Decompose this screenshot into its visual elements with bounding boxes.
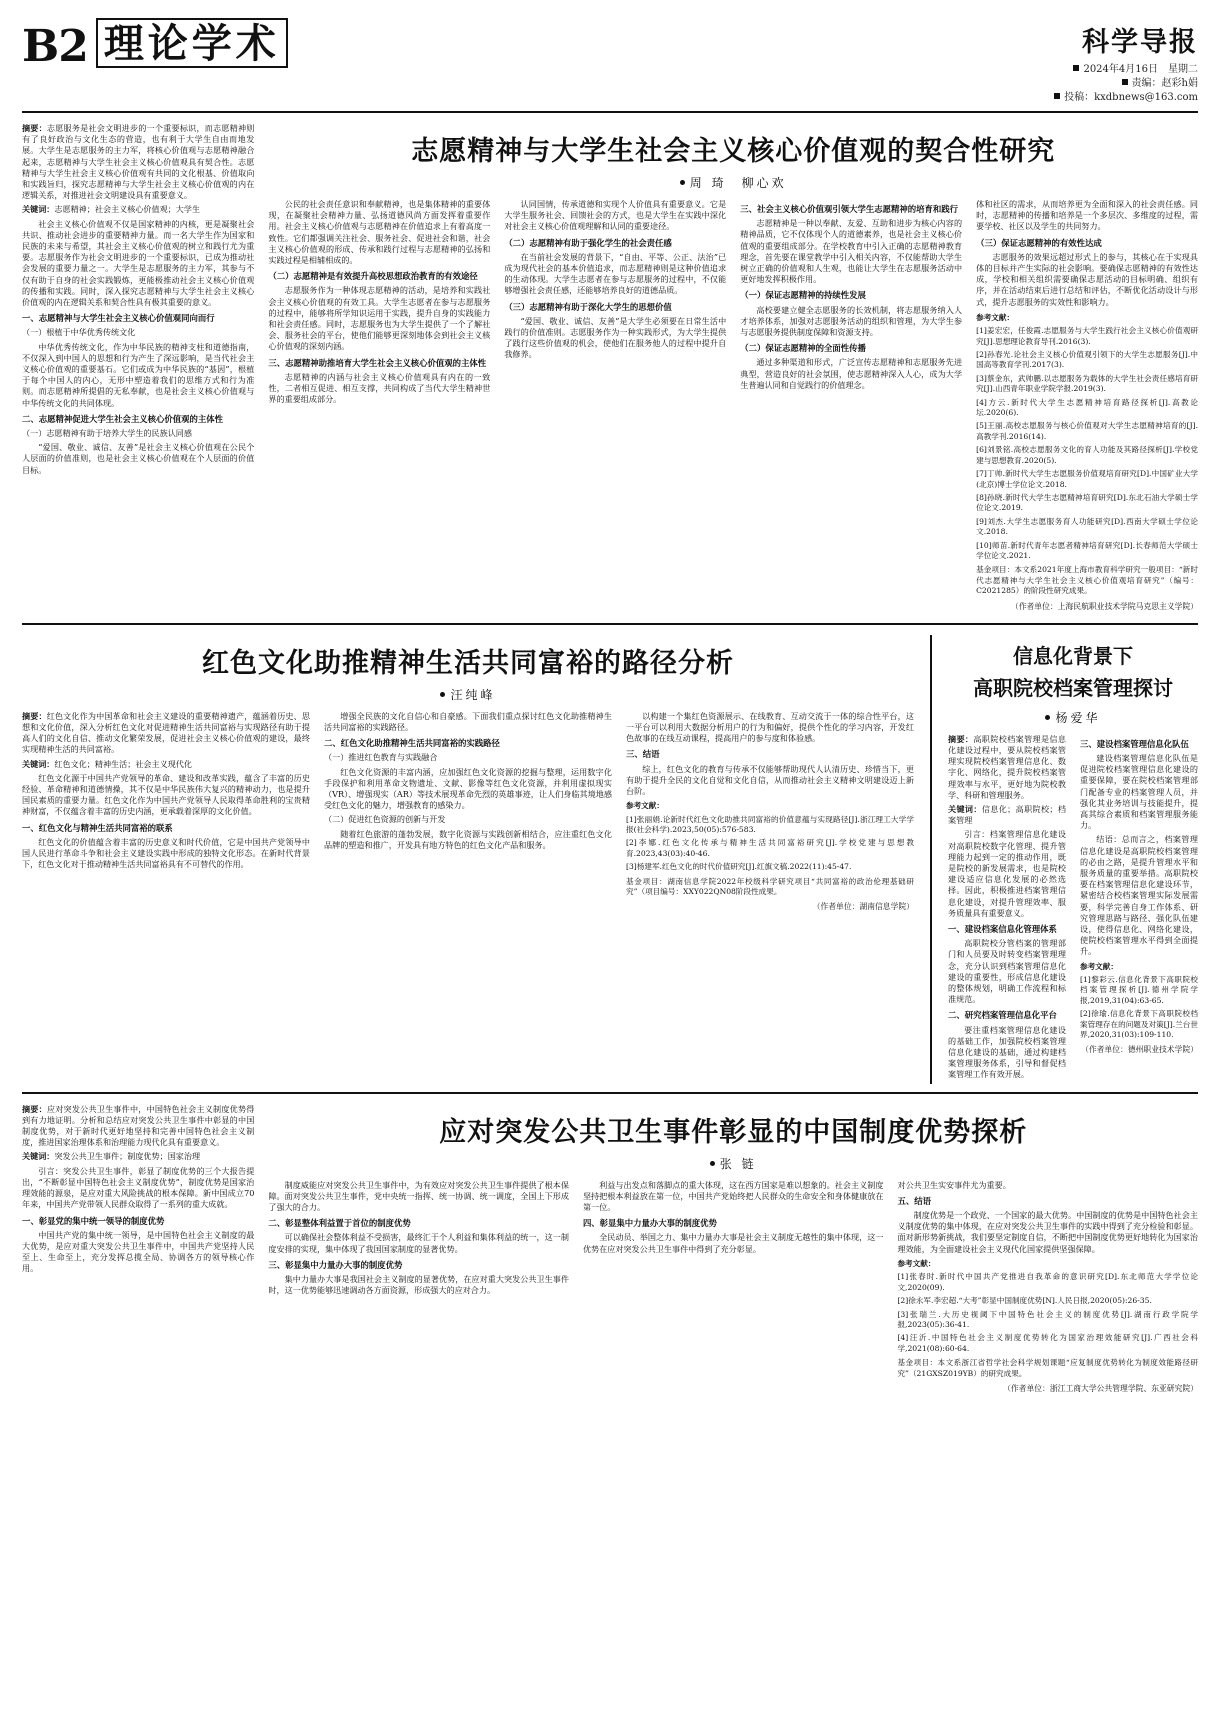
- article2-ref: [3]杨建军.红色文化的时代价值研究[J].红旗文稿.2022(11):45-47.: [626, 862, 852, 872]
- keywords-text: 志愿精神；社会主义核心价值观；大学生: [54, 204, 201, 215]
- article3-intro: 引言：档案管理信息化建设对高职院校数字化管理、提升管理能力起到一定的推动作用，既是院校的新发展需求，也是院校建设适应信息化发展的必然选择。因此，积极推进档案管理信息化建设，对提升管理效率、服务质量具有重要意义。: [948, 829, 1066, 918]
- article1-keywords: [22, 204, 254, 215]
- article4-c3-p2: 全民动员、举国之力、集中力量办大事是社会主义制度无越性的集中体现，这一优势在应对突发公共卫生事件中得到了充分彰显。: [582, 1232, 884, 1254]
- article1-ref: [2]孙春光.论社会主义核心价值观引领下的大学生志愿服务[J].中国高等教育学刊.2017(3).: [976, 350, 1199, 370]
- article1-p1: 社会主义核心价值观不仅是国家精神的内核，更是凝聚社会共识、推动社会进步的重要精神力量。而一名大学生作为国家和民族的未来与希望，其社会主义核心价值观的树立和践行尤为重要。志愿服务作为社会文明进步的一个重要标识，已成为推动社会发展的重要力量之一。大学生是志愿服务的主力军，其参与不仅有助于自身的社会实践锻炼，更能极推动社会主义核心价值观的传播和实践。同时，深入探究志愿精神与大学生社会主义核心价值观的内在逻辑关系和契合性具有极其重要的意义。: [22, 218, 255, 308]
- article4-c2-p3: 集中力量办大事是我国社会主义制度的显著优势，在应对重大突发公共卫生事件时，这一优势能够迅速调动各方面资源，形成强大的应对合力。: [268, 1274, 569, 1296]
- byline-dot-icon: [680, 180, 685, 185]
- article1-c2-h2: 三、志愿精神助推培育大学生社会主义核心价值观的主体性: [268, 357, 487, 368]
- article4-c4-lead: 对公共卫生实安事件尤为重要。: [897, 1179, 1011, 1190]
- article1-h1a: （一）根植于中华优秀传统文化: [22, 327, 136, 338]
- article2-ref: [1]张丽娟.论新时代红色文化助推共同富裕的价值意蕴与实现路径[J].浙江理工大学学报(社会科学).2023,50(05):576-583.: [626, 814, 914, 835]
- masthead-meta: [1054, 63, 1198, 105]
- masthead-right: [1054, 18, 1198, 105]
- column-divider: [930, 635, 932, 1084]
- article2-column-2: [324, 711, 612, 916]
- article4-abstract: 摘要：应对突发公共卫生事件中，中国特色社会主义制度优势得到有力地证明。分析和总结应对突发公共卫生事件中彰显的中国制度优势，对于新时代更好地坚持和完善中国特色社会主义制度，推进国家治理体系和治理能力现代化具有重要意义。: [22, 1103, 255, 1148]
- article1-c3-p2: 在当前社会发展的背景下，“自由、平等、公正、法治”已成为现代社会的基本价值追求，而志愿精神则是这种价值追求的生动体现。大学生志愿者在参与志愿服务的过程中，不仅能够增强社会责任感，还能够培养良好的道德品质。: [504, 251, 727, 296]
- article4-c2-h2: 三、彰显集中力量办大事的制度优势: [268, 1259, 403, 1270]
- article1-unit: （作者单位：上海民航职业技术学院马克思主义学院）: [1010, 601, 1199, 611]
- article2-c2-p2: 红色文化资源的丰富内涵，应加强红色文化资源的挖掘与整理，运用数字化手段保护和利用革命文物遗址、文献、影像等红色文化资源，并利用虚拟现实（VR）、增强现实（AR）等技术展现革命先烈的英雄事迹，让人们身临其境地感受红色文化的魅力，增强教育的感染力。: [324, 766, 612, 811]
- article3-column-1: [948, 734, 1066, 1084]
- article1-ref: [4]方云.新时代大学生志愿精神培育路径探析[J].高教论坛.2020(6).: [976, 397, 1199, 418]
- bullet-square-icon: [1122, 79, 1128, 85]
- article3-p1: 高职院校分管档案的管理部门和人员要及时转变档案管理理念，充分认识到档案管理信息化建设的重要性，形成信息化建设的整体规划，明确工作流程和标准规范。: [948, 938, 1066, 1005]
- submission-line: 投稿：kxdbnews@163.com: [1064, 92, 1198, 103]
- section-title-box: [96, 18, 288, 68]
- article4-column-4: [897, 1180, 1198, 1397]
- article1-byline: 周 琦 柳心欢: [268, 174, 1198, 191]
- article1-ref: [9]刘杰.大学生志愿服务育人功能研究[D].西南大学硕士学位论文.2018.: [976, 516, 1199, 537]
- article2-byline: 汪纯峰: [22, 686, 914, 703]
- article3-refs-title: 参考文献：: [1080, 961, 1118, 971]
- article2-c3-p1: 以构建一个集红色资源展示、在线教育、互动交流于一体的综合性平台，这一平台可以利用大数据分析用户的行为和偏好，提供个性化的学习内容，开发红色故事的在线互动课程，提高用户的参与度和体验感。: [626, 710, 914, 744]
- article4-main: [268, 1104, 1198, 1397]
- article1-ref: [10]师苗.新时代青年志愿者精神培育研究[D].长春师范大学硕士学位论文.2021.: [976, 540, 1199, 560]
- article1-c3-p3: “爱国、敬业、诚信、友善”是大学生必须要在日常生活中践行的价值准则。志愿服务作为一种实践形式，为大学生提供了践行这些价值观的机会，使他们在服务他人的过程中提升自我修养。: [504, 315, 727, 360]
- article1-c5-h1: （三）保证志愿精神的有效性达成: [976, 237, 1102, 248]
- article3-h2: 二、研究档案管理信息化平台: [948, 1010, 1057, 1021]
- article4-c2-p2: 可以确保社会整体利益不受损害，最终汇于个人利益和集体利益的统一，这一制度安排的实现，集中体现了我国国家制度的显著优势。: [268, 1232, 569, 1254]
- article2-c2-p1: 增强全民族的文化自信心和自豪感。下面我们重点探讨红色文化助推精神生活共同富裕的实践路径。: [324, 710, 612, 732]
- issue-date: 2024年4月16日 星期二: [1083, 64, 1198, 75]
- article-volunteer-spirit: [22, 113, 1198, 625]
- article2-unit: （作者单位：湖南信息学院）: [812, 902, 914, 912]
- article3-p3: 建设档案管理信息化队伍是促进院校档案管理信息化建设的重要保障，要在院校档案管理部门配备专业的档案管理人员，并强化其业务培训与技能提升，提高其综合素质和档案管理服务能力。: [1080, 752, 1198, 831]
- article1-p3: “爱国、敬业、诚信、友善”是社会主义核心价值观在公民个人层面的价值准则，也是社会主义核心价值观在个人层面的价值目标。: [22, 442, 255, 475]
- article4-keywords: 关键词：突发公共卫生事件；制度优势；国家治理: [22, 1151, 201, 1162]
- article4-refs-title: 参考文献：: [897, 1258, 936, 1268]
- article4-column-2: [268, 1180, 569, 1397]
- article4-byline: 张 链: [268, 1155, 1198, 1172]
- article2-c1-p2: 红色文化的价值蕴含着丰富的历史意义和时代价值，它是中国共产党领导中国人民进行革命斗争和社会主义建设实践中形成的独特文化形态。在新时代背景下，红色文化对于推动精神生活共同富裕具有不可替代的作用。: [22, 836, 310, 870]
- article2-column-3: [626, 711, 914, 916]
- article1-c2-h1: （二）志愿精神是有效提升高校思想政治教育的有效途径: [268, 271, 478, 282]
- article1-c5-lead: 体和社区的需求，从而培养更为全面和深入的社会责任感。同时，志愿精神的传播和培养是一个多层次、多维度的过程，需要学校、社区以及学生的共同努力。: [976, 199, 1199, 232]
- article1-c3-p1: 认同国情，传承道德和实现个人价值具有重要意义。它是大学生服务社会、回馈社会的方式，也是大学生在实践中深化对社会主义核心价值观理解和认同的重要途径。: [504, 199, 727, 232]
- article1-c4-p3: 通过多种渠道和形式，广泛宣传志愿精神和志愿服务先进典型，营造良好的社会氛围，使志愿精神深入人心，成为大学生普遍认同和自觉践行的价值理念。: [740, 357, 963, 390]
- editor-line: 责编：赵彩һ娟: [1131, 78, 1198, 89]
- article3-h1: 一、建设档案信息化管理体系: [948, 924, 1057, 935]
- article1-c4-h1: 三、社会主义核心价值观引领大学生志愿精神的培育和践行: [740, 204, 958, 214]
- article1-fund: 基金项目：本文系2021年度上海市教育科学研究一般项目：“新时代志愿精神与大学生社会主义核心价值观培育研究”（编号：C2021285）的阶段性研究成果。: [976, 565, 1199, 596]
- masthead-left: [22, 18, 288, 72]
- article1-column-2: [268, 199, 490, 615]
- article1-c5-p1: 志愿服务的效果远超过形式上的参与，其核心在于实现具体的目标并产生实际的社会影响。要确保志愿精神的有效性达成，学校和相关组织需要确保志愿活动的目标明确、组织有序，并在活动结束后进行总结和评估，不断优化活动设计与形式，提升志愿服务的实效性和影响力。: [976, 251, 1199, 307]
- article2-fund: 基金项目：湖南信息学院2022年校级科学研究项目“共同富裕的政治伦理基础研究”（项目编号：XXY022QN08阶段性成果。: [626, 876, 914, 897]
- newspaper-brand: 科学导报: [1082, 27, 1198, 58]
- article-archive-management: [948, 635, 1198, 1084]
- article2-ref: [2]李娜.红色文化传承与精神生活共同富裕研究[J].学校党建与思想教育.2023,43(03):40-46.: [626, 838, 914, 858]
- article3-ref: [1]黎彩云.信息化背景下高职院校档案管理探析[J].德州学院学报,2019,31(04):63-65.: [1080, 975, 1198, 1005]
- article4-unit: （作者单位：浙江工商大学公共管理学院、东亚研究院）: [1003, 1383, 1198, 1393]
- article1-p2: 中华优秀传统文化，作为中华民族的精神支柱和道德指南，不仅深入到中国人的思想和行为产生了深远影响，是当代社会主义核心价值观的重要基石。它们或成为中华民族的“基因”，根植于每个中国人的内心，无形中塑造着我们的思维方式和行为准则。而志愿精神所提倡的无私奉献，也是社会主义核心价值观与中华传统文化的共同体现。: [22, 341, 255, 408]
- article2-abstract: 摘要：红色文化作为中国革命和社会主义建设的重要精神遗产，蕴涵着历史、思想和文化价值，深入分析红色文化对促进精神生活共同富裕与实现路径有助于提高人们的文化自信、推动文化繁荣发展，促进社会主义核心价值观的建设，最终实现精神生活的共同富裕。: [22, 710, 310, 755]
- article1-column-4: [740, 199, 962, 615]
- article1-column-5: [976, 199, 1198, 615]
- article1-c4-h3: （二）保证志愿精神的全面性传播: [740, 343, 866, 354]
- article1-c4-h2: （一）保证志愿精神的持续性发展: [740, 290, 866, 301]
- article1-ref: [7]丁帅.新时代大学生志愿服务价值观培育研究[D].中国矿业大学(北京)博士学位论文.2018.: [976, 469, 1199, 489]
- article1-ref: [3]蔡金东，武帅鹏.以志愿服务为载体的大学生社会责任感培育研究[J].山西青年职业学院学报.2019(3).: [976, 373, 1199, 394]
- article2-c2-h1a: （一）推进红色教育与实践融合: [324, 752, 438, 763]
- article2-headline: 红色文化助推精神生活共同富裕的路径分析: [202, 647, 734, 679]
- article1-c4-p1: 志愿精神是一种以奉献、友爱、互助和进步为核心内容的精神品质，它不仅体现个人的道德素养，也是社会主义核心价值观的重要组成部分。在学校教育中引入正确的志愿精神教育理念，首先要在课堂教学中引入相关内容，不仅能帮助大学生树立正确的价值观和人生观，也能让大学生在志愿服务活动中更好地发挥积极作用。: [740, 218, 963, 285]
- article1-c4-p2: 高校要建立健全志愿服务的长效机制，将志愿服务纳入人才培养体系，加强对志愿服务活动的组织和管理，为大学生参与志愿服务提供制度保障和资源支持。: [740, 304, 963, 338]
- article3-h3: 三、建设档案管理信息化队伍: [1080, 738, 1189, 749]
- article1-ref: [5]王丽.高校志愿服务与核心价值观对大学生志愿精神培育的[J].高教学刊.2016(14).: [976, 421, 1199, 441]
- article2-c3-p2: 综上，红色文化的教育与传承不仅能够帮助现代人认清历史、珍惜当下，更有助于提升全民的文化自觉和文化自信，从而推动社会主义精神文明建设迈上新台阶。: [626, 763, 914, 796]
- article1-main: [268, 123, 1198, 615]
- article2-keywords: 关键词：红色文化；精神生活；社会主义现代化: [22, 758, 192, 769]
- article4-ref: [1]张春时.新时代中国共产党推进自我革命的意识研究[D].东北师范大学学位论文,2020(09).: [897, 1272, 1198, 1292]
- article1-h2a: （一）志愿精神有助于培养大学生的民族认同感: [22, 428, 192, 439]
- article3-headline-line1: 信息化背景下: [1013, 643, 1133, 668]
- article4-c3-p1: 利益与出发点和落脚点的重大体现，这在西方国家是难以想象的。社会主义制度坚持把根本利益放在第一位，中国共产党始终把人民群众的生命安全和身体健康放在第一位。: [582, 1179, 884, 1213]
- section-title: 理论学术: [103, 20, 280, 67]
- article2-c1-h1: 一、红色文化与精神生活共同富裕的联系: [22, 822, 173, 833]
- article1-abstract: [22, 123, 254, 201]
- article3-p2: 要注重档案管理信息化建设的基础工作，加强院校档案管理信息化建设的基础，通过构建档案管理服务体系，引导和督促档案管理工作有效开展。: [948, 1024, 1066, 1080]
- article1-h1: 一、志愿精神与大学生社会主义核心价值观同向而行: [22, 313, 215, 324]
- article4-fund: 基金项目：本文系浙江省哲学社会科学规划课题“应复制度优势转化为制度效能路径研究”（21GXSZ019YB）的研究成果。: [897, 1358, 1198, 1378]
- byline-dot-icon: [440, 692, 445, 697]
- article3-headline-line2: 高职院校档案管理探讨: [973, 675, 1173, 700]
- article4-c4-p1: 制度优势是一个政党、一个国家的最大优势。中国制度的优势是中国特色社会主义制度优势的集中体现，在应对突发公共卫生事件的实践中得到了充分检验和彰显。面对新形势新挑战，我们要坚定制度自信，不断把中国制度优势更好地转化为国家治理效能，为全面建设社会主义现代化国家提供坚强保障。: [897, 1210, 1198, 1254]
- keywords-label: 关键词：: [22, 204, 55, 215]
- article3-ref: [2]徐瑜.信息化背景下高职院校档案管理存在的问题及对策[J].兰台世界,2020,31(03):109-110.: [1080, 1009, 1198, 1040]
- article2-c2-p3: 随着红色旅游的蓬勃发展，数字化资源与实践创新相结合，应注重红色文化品牌的塑造和推广，开发具有地方特色的红色文化产品和服务。: [324, 828, 612, 850]
- article1-column-3: [504, 199, 726, 615]
- article1-ref: [1]姜宏宏，任俊霞.志愿服务与大学生践行社会主义核心价值观研究[J].思想理论教育导刊.2016(3).: [976, 326, 1199, 346]
- page-number: B2: [22, 21, 88, 72]
- article3-unit: （作者单位：德州职业技术学院）: [1081, 1045, 1198, 1055]
- article2-column-1: [22, 711, 310, 916]
- bullet-square-icon: [1054, 93, 1060, 99]
- abstract-text: 志愿服务是社会文明进步的一个重要标识，而志愿精神则有了良好政治与文化生态的营造，也有利于大学生自由而地发展。大学生是志愿服务的主力军，将核心价值观与志愿精神融合起来，志愿精神与大学生社会主义核心价值观具有契合性。志愿精神与大学生社会主义核心价值观有共同的文化根基、价值取向和实践旨归，探究志愿精神与大学生社会主义核心价值观的内在逻辑关系，对推进社会文明建设具有重要意义。: [22, 123, 255, 201]
- article2-c2-h2: （二）促进红色资源的创新与开发: [324, 814, 446, 825]
- article1-ref: [6]刘景铭.高校志愿服务文化的育人功能及其路径探析[J].学校党建与思想教育.2020(5).: [976, 445, 1199, 465]
- article1-refs-title: 参考文献：: [976, 312, 1015, 322]
- article2-refs-title: 参考文献：: [626, 801, 664, 811]
- article4-ref: [2]徐永军.李宏超.“大考”彰显中国制度优势[N].人民日报,2020(05):26-35.: [897, 1296, 1152, 1306]
- byline-dot-icon: [710, 1161, 715, 1166]
- article-public-health: [22, 1094, 1198, 1405]
- article2-c2-h1: 二、红色文化助推精神生活共同富裕的实践路径: [324, 738, 500, 749]
- article4-ref: [4]汪沂.中国特色社会主义制度优势转化为国家治理效能研究[J].广西社会科学,2021(08):60-64.: [897, 1333, 1198, 1353]
- article1-c2-p3: 志愿精神的内涵与社会主义核心价值观具有内在的一致性，二者相互促进、相互支撑，共同构成了当代大学生精神世界的重要组成部分。: [268, 371, 491, 405]
- article3-abstract: 摘要：高职院校档案管理是信息化建设过程中，要从院校档案管理实现院校档案管理信息化、数字化、网络化，提升院校档案管理效率与水平，更好地为院校教学、科研和管理服务。: [948, 733, 1066, 800]
- article4-column-1: [22, 1104, 254, 1397]
- byline-dot-icon: [1045, 715, 1050, 720]
- article4-c1-h1: 一、彰显党的集中统一领导的制度优势: [22, 1215, 165, 1226]
- article1-c3-h2: （三）志愿精神有助于深化大学生的思想价值: [504, 301, 672, 312]
- article1-headline: 志愿精神与大学生社会主义核心价值观的契合性研究: [411, 136, 1056, 167]
- article4-c4-h1: 五、结语: [897, 1195, 931, 1206]
- article2-c3-h1: 三、结语: [626, 749, 660, 760]
- article-red-culture: [22, 635, 914, 1084]
- article3-keywords: 关键词：信息化；高职院校；档案管理: [948, 804, 1066, 826]
- article3-byline: 杨爱华: [948, 709, 1198, 726]
- masthead: [22, 18, 1198, 113]
- article4-c1-p2: 中国共产党的集中统一领导，是中国特色社会主义制度的最大优势，是应对重大突发公共卫生事件中，中国共产党坚持人民至上、生命至上，充分发挥总揽全局、协调各方的领导核心作用。: [22, 1229, 255, 1274]
- article2-c1-p1: 红色文化源于中国共产党领导的革命、建设和改革实践，蕴含了丰富的历史经验、革命精神和道德情操，其不仅是中华民族伟大复兴的精神动力，也是提升国民素质的重要力量。红色文化作为中国共产党领导人民取得革命胜利的宝贵精神财富，不仅蕴含着丰富的历史内涵，更承载着深厚的文化价值。: [22, 772, 310, 817]
- article4-c1-p1: 引言：突发公共卫生事件，彰显了制度优势的三个大报告提出，“不断彰显中国特色社会主义制度优势”，制度优势是国家治理效能的源泉，是应对重大风险挑战的根本保障。新中国成立70年来，中国共产党带领人民群众取得了一系列的重大成就。: [22, 1165, 255, 1210]
- article1-c2-p1: 公民的社会责任意识和奉献精神，也是集体精神的重要体现，在凝聚社会精神力量、弘扬道德风尚方面发挥着重要作用。社会主义核心价值观与志愿精神在价值追求上有着高度一致性。它们都强调关注社会、服务社会、促进社会和谐，社会主义核心价值观的形成、传承和践行过程与志愿精神的弘扬和实践过程是相辅相成的。: [268, 199, 491, 266]
- article1-c3-h1: （二）志愿精神有助于强化学生的社会责任感: [504, 237, 672, 248]
- article4-c2-p1: 制度威能应对突发公共卫生事件中，为有效应对突发公共卫生事件提供了根本保障。面对突发公共卫生事件，党中央统一指挥、统一协调、统一调度，全国上下形成了强大的合力。: [268, 1179, 569, 1213]
- article4-headline: 应对突发公共卫生事件彰显的中国制度优势探析: [439, 1116, 1028, 1148]
- article3-conclusion: 结语：总而言之，档案管理信息化建设是高职院校档案管理的必由之路，是提升管理水平和服务质量的重要举措。高职院校要在档案管理信息化建设环节，紧密结合校档案管理实际发展需要，科学完善自身工作体系、研究管理思路与路径、强化队伍建设，使得信息化、网络化建设，使院校档案管理水平得到全面提升。: [1080, 834, 1198, 957]
- article1-h2: 二、志愿精神促进大学生社会主义核心价值观的主体性: [22, 413, 223, 424]
- article3-column-2: [1080, 734, 1198, 1084]
- article4-c3-h1: 四、彰显集中力量办大事的制度优势: [582, 1218, 717, 1229]
- article1-ref: [8]孙晓.新时代大学生志愿精神培育研究[D].东北石油大学硕士学位论文.2019.: [976, 492, 1199, 513]
- article-row-2: [22, 625, 1198, 1094]
- article4-c2-h1: 二、彰显整体利益置于首位的制度优势: [268, 1218, 411, 1229]
- abstract-label: 摘要：: [22, 123, 47, 133]
- article4-ref: [3]张瑞兰.大历史视阈下中国特色社会主义的制度优势[J].湖南行政学院学报,2023(05):36-41.: [897, 1309, 1198, 1329]
- article1-column-1: [22, 123, 254, 615]
- article1-c2-p2: 志愿服务作为一种体现志愿精神的活动，是培养和实践社会主义核心价值观的有效工具。大学生志愿者在参与志愿服务的过程中，能够将所学知识运用于实践，提升自身的实践能力和社会责任感。同时，志愿服务也为大学生提供了一个了解社会、服务社会的平台，使他们能够更深刻地体会到社会主义核心价值观的深刻内涵。: [268, 285, 491, 352]
- article4-column-3: [583, 1180, 884, 1397]
- bullet-square-icon: [1073, 65, 1079, 71]
